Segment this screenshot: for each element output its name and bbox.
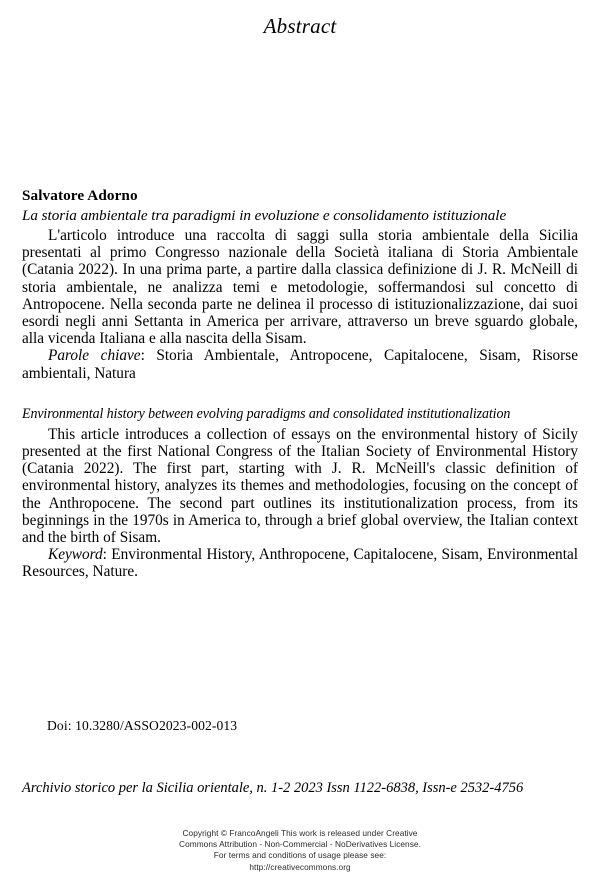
abstract-paragraph-italian: L'articolo introduce una raccolta di saggi sulla storia ambientale della Sicilia presentati al primo Congresso nazionale della Società italiana di Storia Ambientale (Catania 2022). In una prima parte, a partire dalla classica definizione di J. R. McNeill di storia ambientale, ne analizza temi e metodologie, soffermandosi sul concetto di Antropocene. Nella seconda parte ne delinea il processo di istituzionalizzazione, dai suoi esordi negli anni Settanta in America per arrivare, attraverso un breve sguardo globale, alla vicenda Italiana e alla nascita della Sisam. (22, 227, 578, 348)
copyright-footer (0, 828, 600, 873)
keywords-italian (22, 347, 578, 381)
page-running-head: Abstract (263, 14, 337, 38)
journal-citation-line: Archivio storico per la Sicilia orientale, n. 1-2 2023 Issn 1122-6838, Issn-e 2532-4756 (22, 780, 524, 796)
section-spacer (22, 382, 578, 404)
doi-text: Doi: 10.3280/ASSO2023-002-013 (47, 718, 238, 733)
article-title-italian: La storia ambientale tra paradigmi in evoluzione e consolidamento istituzionale (22, 207, 507, 224)
abstract-content (22, 186, 578, 581)
abstract-paragraph-english: This article introduces a collection of essays on the environmental history of Sicily presented at the first National Congress of the Italian Society of Environmental History (Catania 2022). The first part, starting with J. R. McNeill's classic definition of environmental history, analyzes its themes and methodologies, focusing on the concept of the Anthropocene. The second part outlines its institutionalization process, from its beginnings in the 1970s in America to, through a brief global overview, the Italian context and the birth of Sisam. (22, 425, 578, 547)
keywords-english-separator: : (102, 546, 112, 564)
keywords-english (22, 546, 578, 580)
keywords-italian-separator: : (140, 347, 157, 365)
keywords-italian-list: Storia Ambientale, Antropocene, Capitalocene, Sisam, Risorse ambientali, Natura (22, 347, 579, 382)
keywords-english-label: Keyword (48, 546, 103, 564)
author-name: Salvatore Adorno (22, 187, 138, 204)
keywords-english-list: Environmental History, Anthropocene, Capitalocene, Sisam, Environmental Resources, Nature. (22, 546, 578, 581)
copyright-line-1: Copyright © FrancoAngeli This work is released under Creative (182, 828, 418, 838)
keywords-italian-label: Parole chiave (48, 347, 141, 365)
copyright-line-3: For terms and conditions of usage please see: (213, 850, 387, 861)
article-title-english: Environmental history between evolving paradigms and consolidated institutionalization (22, 405, 511, 422)
copyright-line-2: Commons Attribution - Non-Commercial - NoDerivatives License. (179, 839, 421, 850)
copyright-url[interactable]: http://creativecommons.org (249, 861, 351, 872)
